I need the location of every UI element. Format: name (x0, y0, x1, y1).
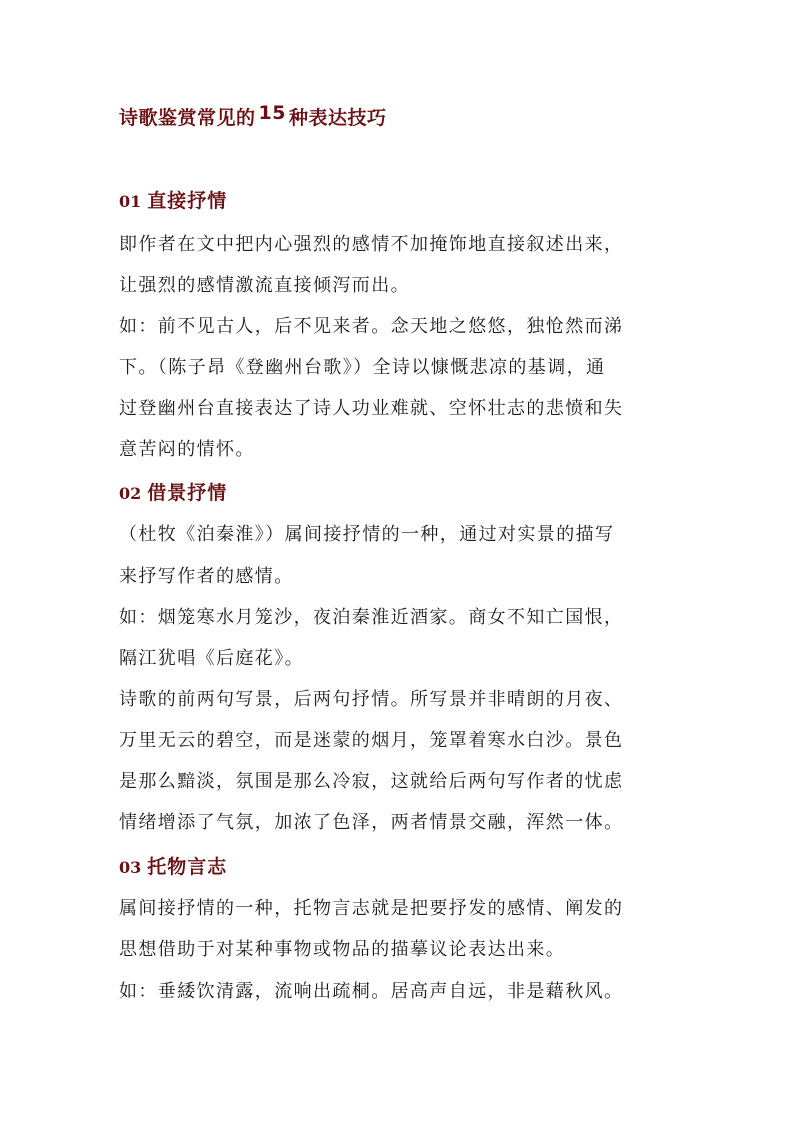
paragraph-line: 万里无云的碧空，而是迷蒙的烟月，笼罩着寒水白沙。景色 (119, 730, 624, 751)
section-number: 03 (119, 858, 142, 877)
title-number: 15 (258, 102, 286, 124)
section-number: 02 (119, 484, 142, 503)
paragraph-line: 是那么黯淡，氛围是那么冷寂，这就给后两句写作者的忧虑 (119, 771, 624, 792)
paragraph-line: 如：垂緌饮清露，流响出疏桐。居高声自远，非是藉秋风。 (119, 981, 624, 1002)
paragraph-line: 过登幽州台直接表达了诗人功业难就、空怀壮志的悲愤和失 (119, 398, 624, 419)
paragraph-line: 意苦闷的情怀。 (119, 439, 255, 460)
paragraph-line: 即作者在文中把内心强烈的感情不加掩饰地直接叙述出来， (119, 234, 624, 255)
section-title: 直接抒情 (147, 190, 228, 212)
paragraph-line: 来抒写作者的感情。 (119, 566, 294, 587)
section-title: 借景抒情 (147, 482, 228, 504)
paragraph-line: 如：烟笼寒水月笼沙，夜泊秦淮近酒家。商女不知亡国恨， (119, 607, 624, 628)
paragraph-line: 诗歌的前两句写景，后两句抒情。所写景并非晴朗的月夜、 (119, 689, 624, 710)
title-suffix: 种表达技巧 (288, 107, 387, 129)
paragraph-line: 属间接抒情的一种，托物言志就是把要抒发的感情、阐发的 (119, 898, 624, 919)
section-heading-01 (119, 188, 227, 215)
section-heading-03 (119, 854, 227, 881)
section-heading-02 (119, 480, 227, 507)
document-title (119, 103, 386, 130)
paragraph-line: 隔江犹唱《后庭花》。 (119, 648, 304, 669)
section-title: 托物言志 (147, 856, 228, 878)
section-number: 01 (119, 192, 142, 211)
paragraph-line: 让强烈的感情激流直接倾泻而出。 (119, 275, 410, 296)
paragraph-line: 下。（陈子昂《登幽州台歌》）全诗以慷慨悲凉的基调，通 (119, 357, 606, 378)
title-prefix: 诗歌鉴赏常见的 (119, 107, 256, 129)
paragraph-line: 如：前不见古人，后不见来者。念天地之悠悠，独怆然而涕 (119, 316, 624, 337)
paragraph-line: 情绪增添了气氛，加浓了色泽，两者情景交融，浑然一体。 (119, 812, 624, 833)
paragraph-line: 思想借助于对某种事物或物品的描摹议论表达出来。 (119, 939, 566, 960)
paragraph-line: （杜牧《泊秦淮》）属间接抒情的一种，通过对实景的描写 (119, 524, 615, 545)
